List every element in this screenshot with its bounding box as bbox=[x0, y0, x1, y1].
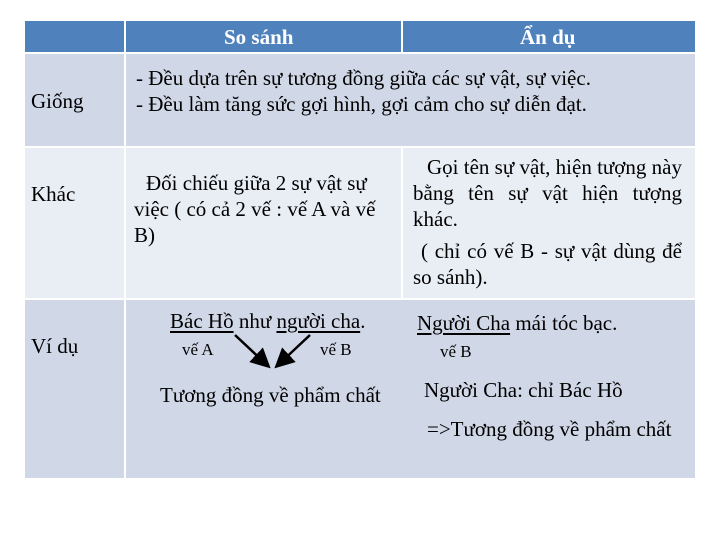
arrow-ve-a bbox=[235, 335, 267, 365]
vidu-an-du-note-2: =>Tương đồng về phẩm chất bbox=[427, 417, 672, 441]
vidu-period: . bbox=[360, 309, 366, 333]
khac-an-du-text-2: ( chỉ có vế B - sự vật dùng để so sánh). bbox=[413, 239, 682, 289]
row-label-giong: Giống bbox=[31, 89, 84, 113]
giong-line-1: - Đều dựa trên sự tương đồng giữa các sự vật, sự việc. bbox=[136, 66, 591, 90]
vidu-an-du-ve-b-word: Người Cha bbox=[417, 311, 511, 335]
arrow-ve-b bbox=[278, 335, 310, 365]
vidu-an-du-rest: mái tóc bạc. bbox=[510, 311, 618, 335]
vidu-an-du-sentence bbox=[417, 310, 617, 336]
row-label-vidu: Ví dụ bbox=[31, 334, 79, 358]
vidu-ve-b-label: vế B bbox=[320, 340, 352, 359]
vidu-ve-a-label: vế A bbox=[182, 340, 214, 359]
row-label-khac: Khác bbox=[31, 182, 76, 206]
vidu-comparison-word: như bbox=[233, 309, 277, 333]
header-metaphor-title: Ẩn dụ bbox=[520, 25, 576, 49]
khac-so-sanh-text: Đối chiếu giữa 2 sự vật sự việc ( có cả 2 vế : vế A và vế B) bbox=[134, 171, 376, 247]
vidu-an-du-ve-b-label: vế B bbox=[440, 342, 472, 361]
vidu-ve-a-word: Bác Hồ bbox=[170, 309, 234, 333]
khac-an-du-text-1: Gọi tên sự vật, hiện tượng này bằng tên sự vật hiện tượng khác. bbox=[413, 155, 682, 231]
vidu-so-sanh-conclusion: Tương đồng về phẩm chất bbox=[160, 383, 381, 407]
vidu-an-du-note-1: Người Cha: chỉ Bác Hồ bbox=[424, 378, 623, 402]
vidu-ve-b-word: người cha bbox=[276, 309, 361, 333]
header-compare-title: So sánh bbox=[224, 25, 294, 49]
giong-line-2: - Đều làm tăng sức gợi hình, gợi cảm cho sự diễn đạt. bbox=[136, 92, 587, 116]
